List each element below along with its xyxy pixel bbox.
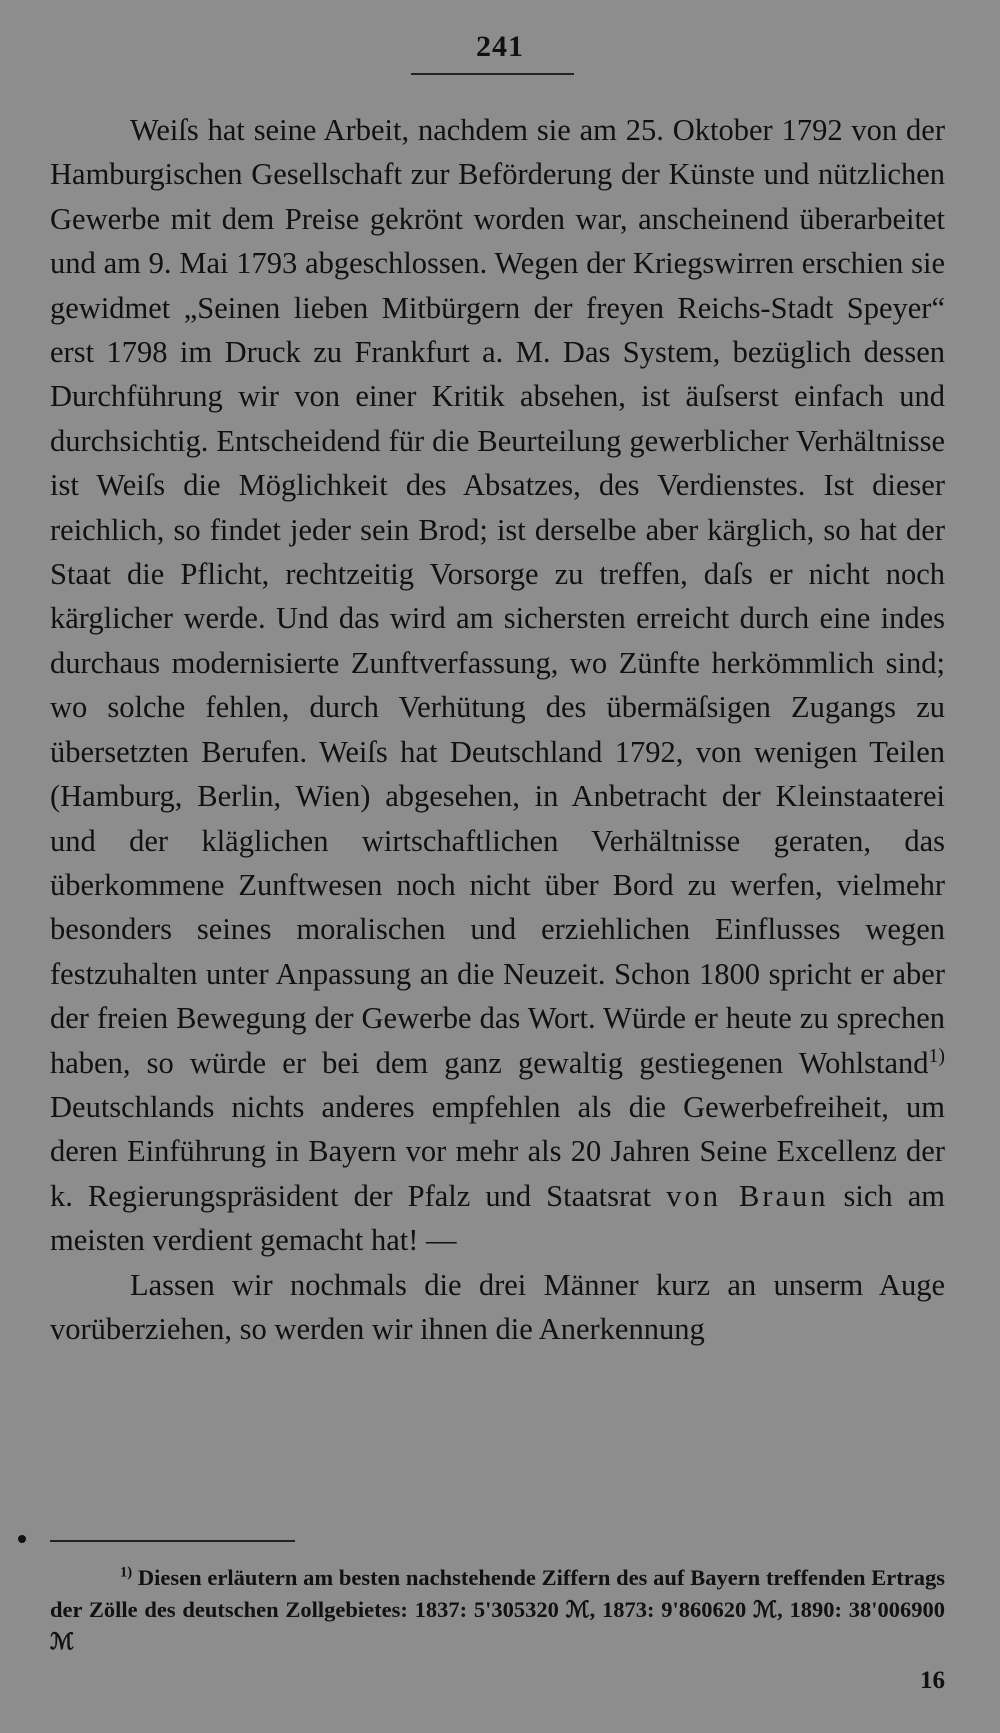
- header-rule: [411, 73, 574, 75]
- paragraph-1: [50, 108, 945, 1263]
- footnote-reference: 1): [928, 1044, 945, 1067]
- paragraph-1-end: sich am meisten verdient gemacht hat! —: [50, 1178, 945, 1258]
- page-number: 241: [476, 30, 524, 63]
- paragraph-1-tail: Deutschlands nichts anderes empfehlen als die Gewerbefreiheit, um deren Einführung in Bayern vor mehr als 20 Jahren Seine Excellenz der k. Regierungspräsident der Pfalz und Staatsrat: [50, 1089, 945, 1213]
- body-text: [50, 108, 945, 1351]
- emphasized-name: von Braun: [666, 1178, 829, 1213]
- footnote: [50, 1562, 945, 1658]
- footnote-marker: 1): [120, 1564, 133, 1581]
- footnote-rule: [50, 1540, 295, 1542]
- signature-mark: 16: [920, 1667, 945, 1694]
- margin-mark: [18, 1535, 26, 1543]
- paragraph-2: Lassen wir nochmals die drei Männer kurz an unserm Auge vorüberziehen, so werden wir ihnen die Anerkennung: [50, 1267, 945, 1346]
- footnote-text: [50, 1562, 945, 1658]
- footnote-body: Diesen erläutern am besten nachstehende Ziffern des auf Bayern treffenden Ertrags der Zölle des deutschen Zollgebietes: 1837: 5'305320 ℳ, 1873: 9'860620 ℳ, 1890: 38'006900 ℳ: [50, 1565, 945, 1654]
- paragraph-1-main: Weiſs hat seine Arbeit, nachdem sie am 25. Oktober 1792 von der Hamburgischen Gesellschaft zur Beförderung der Künste und nützlichen Gewerbe mit dem Preise gekrönt worden war, anscheinend überarbeitet und am 9. Mai 1793 abgeschlossen. Wegen der Kriegswirren erschien sie gewidmet „Seinen lieben Mitbürgern der freyen Reichs-Stadt Speyer“ erst 1798 im Druck zu Frankfurt a. M. Das System, bezüglich dessen Durchführung wir von einer Kritik absehen, ist äuſserst einfach und durchsichtig. Entscheidend für die Beurteilung gewerblicher Verhältnisse ist Weiſs die Möglichkeit des Absatzes, des Verdienstes. Ist dieser reichlich, so findet jeder sein Brod; ist derselbe aber kärglich, so hat der Staat die Pflicht, rechtzeitig Vorsorge zu treffen, daſs er nicht noch kärglicher werde. Und das wird am sichersten erreicht durch eine indes durchaus modernisierte Zunftverfassung, wo Zünfte herkömmlich sind; wo solche fehlen, durch Verhütung des übermäſsigen Zugangs zu übersetzten Berufen. Weiſs hat Deutschland 1792, von wenigen Teilen (Hamburg, Berlin, Wien) abgesehen, in Anbetracht der Kleinstaaterei und der kläglichen wirtschaftlichen Verhältnisse geraten, das überkommene Zunftwesen noch nicht über Bord zu werfen, vielmehr besonders seines moralischen und erziehlichen Einflusses wegen festzuhalten unter Anpassung an die Neuzeit. Schon 1800 spricht er aber der freien Bewegung der Gewerbe das Wort. Würde er heute zu sprechen haben, so würde er bei dem ganz gewaltig gestiegenen Wohlstand: [50, 113, 945, 1080]
